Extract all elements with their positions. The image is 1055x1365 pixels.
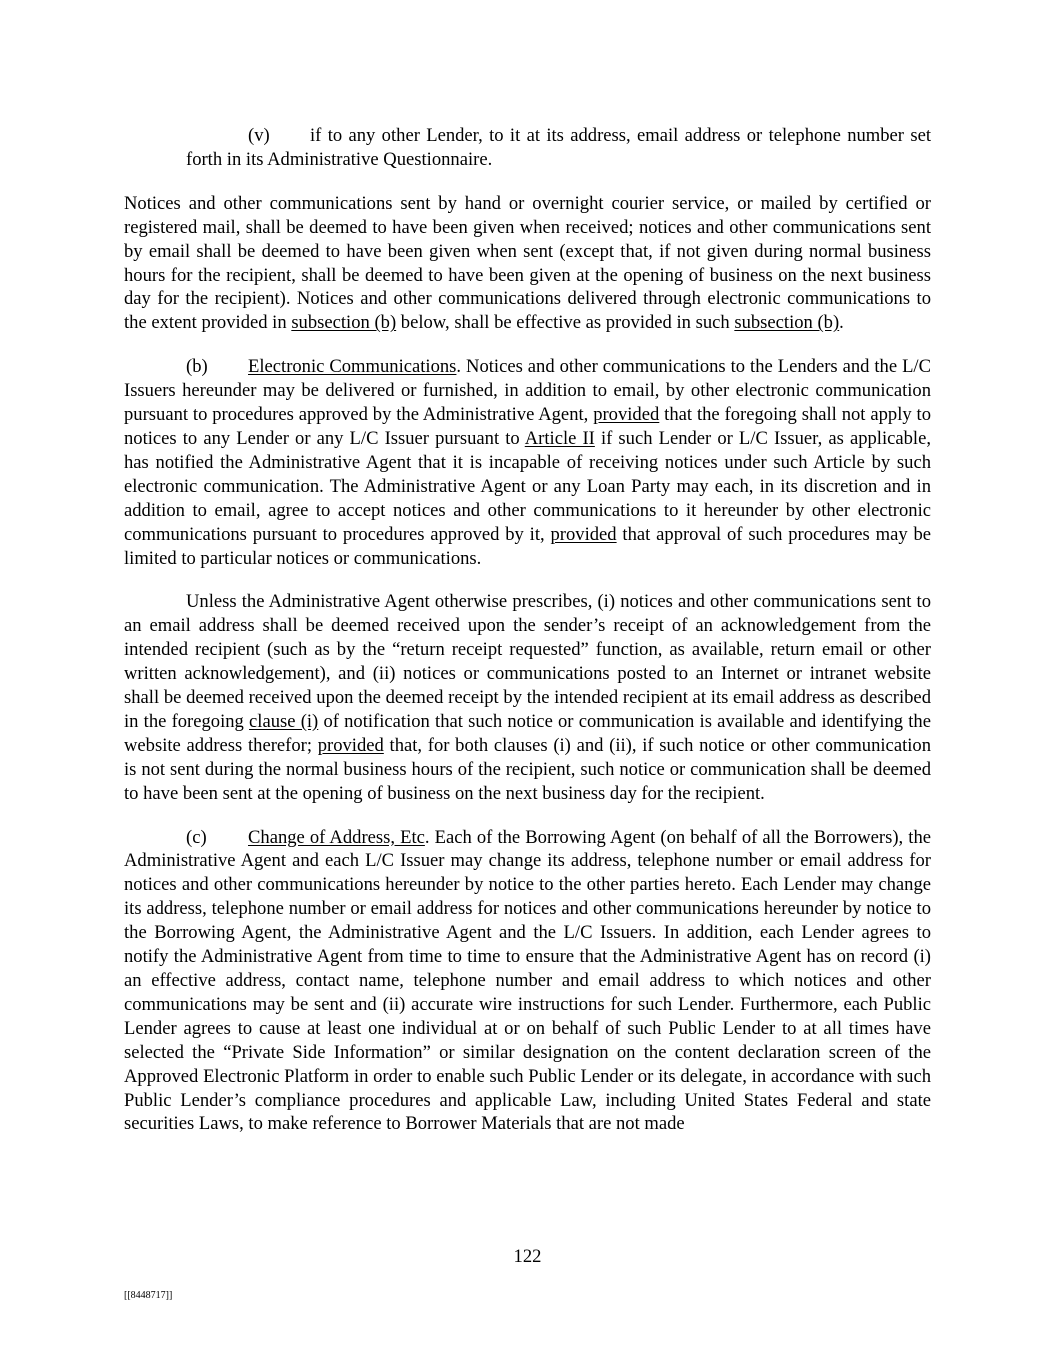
section-label: (b) (186, 356, 208, 378)
paragraph-text: Notices and other communications sent by hand or overnight courier service, or mailed by certified or registered mail, shall be deemed to have been given when received; notices and other communications sent by email shall be deemed to have been given when sent (except that, if not given during normal business hours for the recipient, shall be deemed to have been given at the opening of business on the next business day for the recipient). Notices and other communications delivered through electronic communications to the extent provided in (124, 192, 931, 334)
section-c-paragraph (124, 826, 931, 1137)
cross-reference-link: clause (i) (249, 710, 319, 732)
paragraph-text: if such Lender or L/C Issuer, as applicable, has notified the Administrative Agent that it is incapable of receiving notices under such Article by such electronic communication. The Administrative Agent or any Loan Party may each, in its discretion and in addition to email, agree to accept notices and other communications to it hereunder by other electronic communications pursuant to procedures approved by it, (124, 427, 931, 545)
paragraph-text: that the foregoing shall not apply to notices to any Lender or any L/C Issuer pursuant to (124, 404, 931, 449)
section-heading: Change of Address, Etc (248, 826, 425, 848)
section-label: (c) (186, 826, 207, 848)
unless-paragraph (124, 590, 931, 805)
paragraph-text: that, for both clauses (i) and (ii), if such notice or other communication is not sent during the normal business hours of the recipient, such notice or communication shall be deemed to have been sent at the opening of business on the next business day for the recipient. (124, 734, 931, 804)
paragraph-text: Unless the Administrative Agent otherwise prescribes, (i) notices and other communications sent to an email address shall be deemed received upon the sender’s receipt of an acknowledgement from the intended recipient (such as by the “return receipt requested” function, as available, return email or other written acknowledgement), and (ii) notices or communications posted to an Internet or intranet website shall be deemed received upon the deemed receipt by the intended recipient at its email address as described in the foregoing (124, 591, 931, 732)
item-text: if to any other Lender, to it at its address, email address or telephone number set forth in its Administrative Questionnaire. (186, 125, 931, 170)
document-page (124, 124, 931, 1156)
section-heading: Electronic Communications (248, 356, 457, 378)
item-v-paragraph (124, 124, 931, 172)
paragraph-text: . Notices and other communications to the Lenders and the L/C Issuers hereunder may be delivered or furnished, in addition to email, by other electronic communication pursuant to procedures approved by the Administrative Agent, (124, 356, 931, 426)
paragraph-text: of notification that such notice or communication is available and identifying the website address therefor; (124, 710, 931, 756)
page-number: 122 (513, 1246, 542, 1267)
provided-term: provided (317, 734, 384, 756)
paragraph-text: . (839, 312, 844, 334)
cross-reference-link: Article II (524, 427, 595, 449)
paragraph-text: below, shall be effective as provided in such (396, 312, 735, 334)
cross-reference-link: subsection (b) (291, 312, 397, 334)
provided-term: provided (593, 404, 660, 426)
provided-term: provided (550, 523, 617, 545)
section-b-paragraph (124, 355, 931, 570)
cross-reference-link: subsection (b) (734, 312, 840, 334)
paragraph-text: . Each of the Borrowing Agent (on behalf of all the Borrowers), the Administrative Agent and each L/C Issuer may change its address, telephone number or email address for notices and other communications hereunder by notice to the other parties hereto. Each Lender may change its address, telephone number or email address for notices and other communications hereunder by notice to the Borrowing Agent, the Administrative Agent and the L/C Issuers. In addition, each Lender agrees to notify the Administrative Agent from time to time to ensure that the Administrative Agent has on record (i) an effective address, contact name, telephone number and email address to which notices and other communications may be sent and (ii) accurate wire instructions for such Lender. Furthermore, each Public Lender agrees to cause at least one individual at or on behalf of such Public Lender to at all times have selected the “Private Side Information” or similar designation on the content declaration screen of the Approved Electronic Platform in order to enable such Public Lender or its delegate, in accordance with such Public Lender’s compliance procedures and applicable Law, including United States Federal and state securities Laws, to make reference to Borrower Materials that are not made (124, 826, 931, 1135)
notices-paragraph (124, 192, 931, 335)
document-id: [[8448717]] (124, 1290, 173, 1301)
item-label: (v) (248, 125, 270, 146)
paragraph-text: that approval of such procedures may be limited to particular notices or communications. (124, 523, 932, 569)
